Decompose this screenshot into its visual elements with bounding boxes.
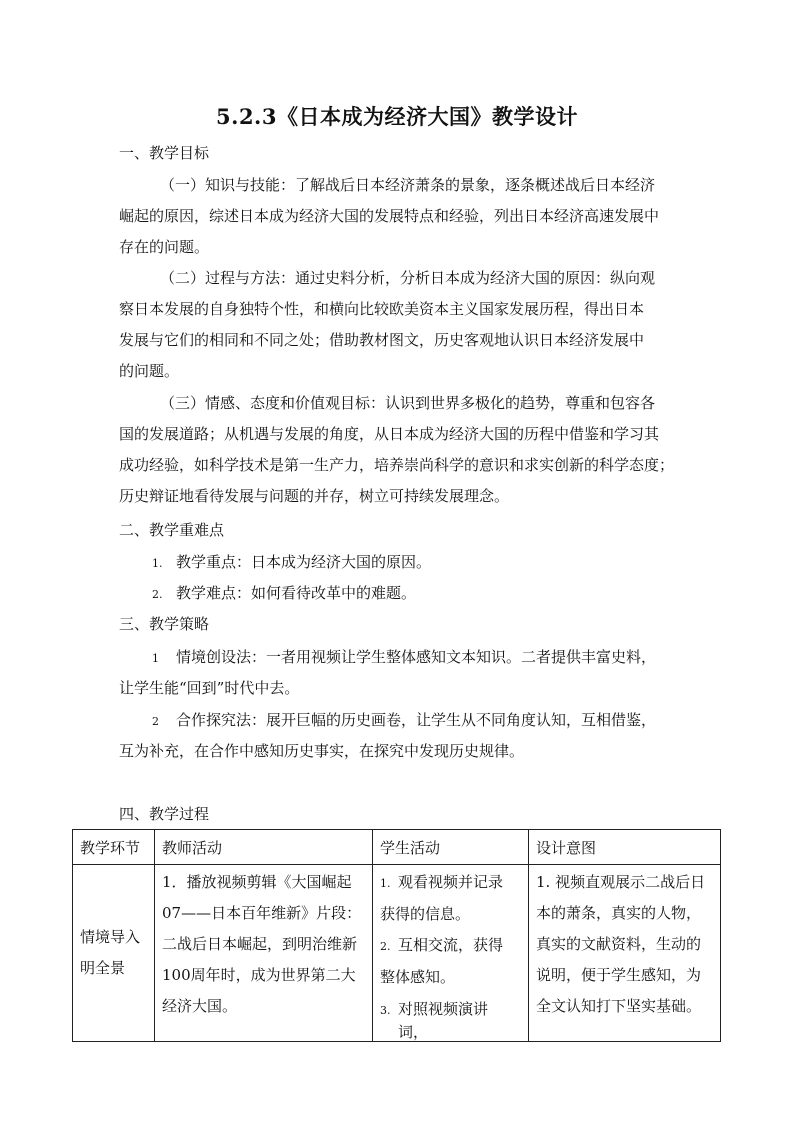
strategy-text: 合作探究法：展开巨幅的历史画卷，让学生从不同角度认知，互相借鉴， [176,711,657,729]
header-design-intent: 设计意图 [529,830,721,865]
section-heading-key-points: 二、教学重难点 [119,521,225,539]
design-intent-cell [529,865,721,1042]
student-activity-cell [373,865,529,1042]
list-number: 3. [380,1004,391,1017]
header-student-activity: 学生活动 [373,830,529,865]
intent-line: 真实的文献资料，生动的 [536,935,702,953]
strategy-1-line-2: 让学生能“回到”时代中去。 [119,679,300,697]
teacher-activity-cell [155,865,373,1042]
student-item-2 [380,930,521,962]
objective-1-line-2: 崛起的原因，综述日本成为经济大国的发展特点和经验，列出日本经济高速发展中 [119,207,660,225]
section-heading-strategies: 三、教学策略 [119,615,210,633]
objective-1-line-3: 存在的问题。 [119,238,210,256]
intent-line: 全文认知打下坚实基础。 [536,997,702,1015]
list-number: 2. [380,940,391,953]
section-heading-objectives: 一、教学目标 [119,144,210,162]
stage-cell [73,865,155,1042]
objective-2-line-2: 察日本发展的自身独特个性，和横向比较欧美资本主义国家发展历程，得出日本 [119,300,645,318]
teacher-line: 二战后日本崛起，到明治维新 [162,935,358,953]
teacher-line: 100周年时，成为世界第二大 [162,966,356,984]
student-item-1 [380,867,521,899]
student-line: 观看视频并记录 [398,873,504,891]
list-number: 2 [152,715,159,728]
strategy-1-line-1 [152,647,656,669]
strategy-2-line-1 [152,710,656,732]
intent-line: 1. 视频直观展示二战后日 [536,873,706,891]
document-title: 5.2.3《日本成为经济大国》教学设计 [216,104,578,129]
key-point-text: 教学难点：如何看待改革中的难题。 [176,584,417,602]
teacher-line: 经济大国。 [162,997,238,1015]
list-number: 1 [152,652,159,665]
objective-1-line-1: （一）知识与技能：了解战后日本经济萧条的景象，逐条概述战后日本经济 [160,176,656,194]
objective-3-line-4: 历史辩证地看待发展与问题的并存，树立可持续发展理念。 [119,487,510,505]
stage-line: 明全景 [80,959,126,977]
teaching-process-table [72,829,721,1042]
header-teacher-activity: 教师活动 [155,830,373,865]
section-heading-process: 四、教学过程 [119,805,210,823]
student-line: 获得的信息。 [380,905,471,923]
list-number: 2. [152,588,163,601]
student-line: 词， [398,1023,429,1041]
strategy-text: 情境创设法：一者用视频让学生整体感知文本知识。二者提供丰富史料， [176,648,657,666]
key-point-2 [152,583,416,605]
list-number: 1. [380,877,391,890]
table-header-row [73,830,721,865]
student-line: 整体感知。 [380,968,456,986]
header-stage: 教学环节 [73,830,155,865]
intent-line: 本的萧条，真实的人物， [536,904,702,922]
list-number: 1. [152,557,163,570]
key-point-1 [152,552,431,574]
strategy-2-line-2: 互为补充，在合作中感知历史事实，在探究中发现历史规律。 [119,742,525,760]
teacher-line: 1．播放视频剪辑《大国崛起 [162,873,352,891]
objective-2-line-1: （二）过程与方法：通过史料分析，分析日本成为经济大国的原因：纵向观 [160,269,656,287]
objective-3-line-3: 成功经验，如科学技术是第一生产力，培养崇尚科学的意识和求实创新的科学态度； [119,456,675,474]
objective-3-line-1: （三）情感、态度和价值观目标：认识到世界多极化的趋势，尊重和包容各 [160,394,656,412]
student-line: 对照视频演讲 [398,1000,489,1018]
objective-2-line-3: 发展与它们的相同和不同之处；借助教材图文，历史客观地认识日本经济发展中 [119,331,645,349]
table-row [73,865,721,1042]
student-item-3 [380,997,521,1023]
student-line: 互相交流，获得 [398,936,504,954]
objective-2-line-4: 的问题。 [119,362,180,380]
key-point-text: 教学重点：日本成为经济大国的原因。 [176,553,432,571]
objective-3-line-2: 国的发展道路；从机遇与发展的角度，从日本成为经济大国的历程中借鉴和学习其 [119,425,660,443]
stage-line: 情境导入 [80,928,141,946]
intent-line: 说明，便于学生感知，为 [536,966,702,984]
teacher-line: 07——日本百年维新》片段： [162,904,362,922]
